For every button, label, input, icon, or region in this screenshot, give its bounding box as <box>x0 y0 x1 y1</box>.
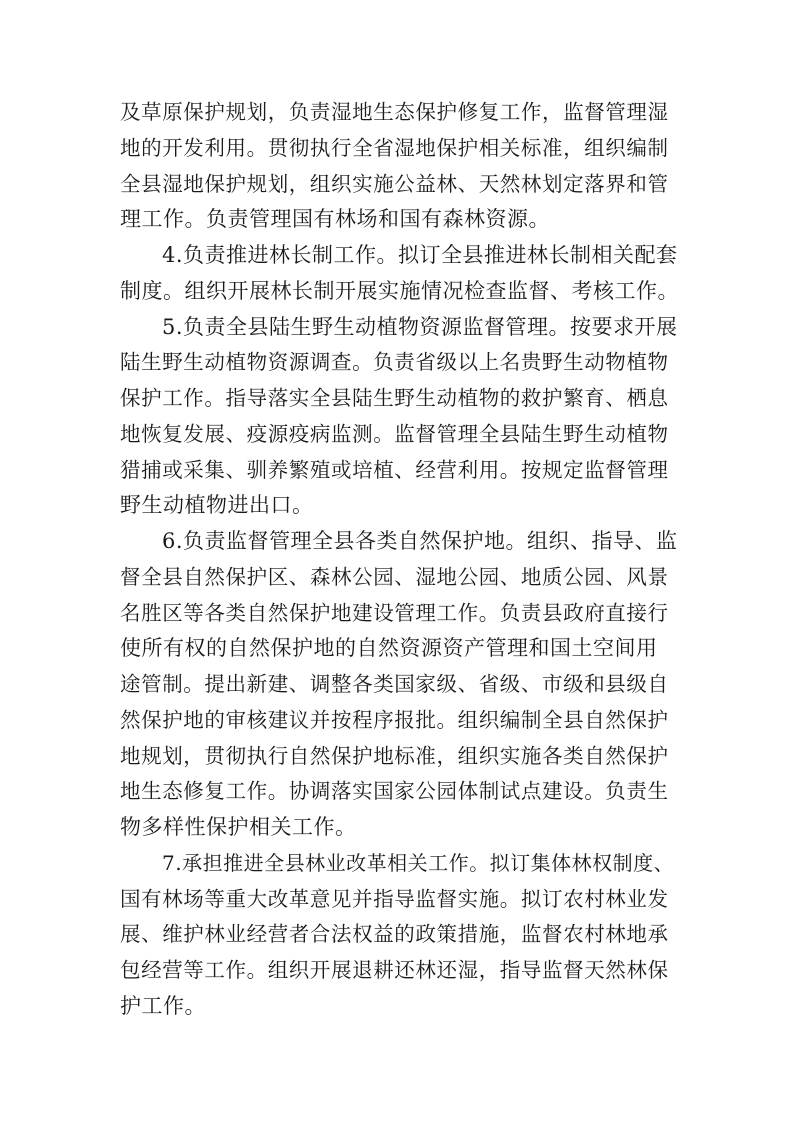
text-line: 使所有权的自然保护地的自然资源资产管理和国土空间用 <box>120 636 658 660</box>
text-line: 护工作。 <box>120 994 206 1018</box>
text-line: 4.负责推进林长制工作。拟订全县推进林长制相关配套 <box>162 243 678 267</box>
text-line: 5.负责全县陆生野生动植物资源监督管理。按要求开展 <box>162 315 678 339</box>
text-line: 6.负责监督管理全县各类自然保护地。组织、指导、监 <box>162 529 678 553</box>
text-line: 保护工作。指导落实全县陆生野生动植物的救护繁育、栖息 <box>120 386 669 410</box>
text-line: 途管制。提出新建、调整各类国家级、省级、市级和县级自 <box>120 672 669 696</box>
text-line: 物多样性保护相关工作。 <box>120 815 357 839</box>
text-line: 名胜区等各类自然保护地建设管理工作。负责县政府直接行 <box>120 601 669 625</box>
text-line: 猎捕或采集、驯养繁殖或培植、经营利用。按规定监督管理 <box>120 458 669 482</box>
text-line: 包经营等工作。组织开展退耕还林还湿，指导监督天然林保 <box>120 958 669 982</box>
text-line: 全县湿地保护规划，组织实施公益林、天然林划定落界和管 <box>120 172 669 196</box>
text-line: 陆生野生动植物资源调查。负责省级以上名贵野生动物植物 <box>120 350 669 374</box>
text-line: 7.承担推进全县林业改革相关工作。拟订集体林权制度、 <box>162 851 675 875</box>
text-line: 国有林场等重大改革意见并指导监督实施。拟订农村林业发 <box>120 887 669 911</box>
text-line: 地的开发利用。贯彻执行全省湿地保护相关标准，组织编制 <box>120 136 669 160</box>
text-line: 野生动植物进出口。 <box>120 493 314 517</box>
text-line: 制度。组织开展林长制开展实施情况检查监督、考核工作。 <box>120 279 679 303</box>
text-line: 然保护地的审核建议并按程序报批。组织编制全县自然保护 <box>120 708 669 732</box>
text-line: 展、维护林业经营者合法权益的政策措施，监督农村林地承 <box>120 922 669 946</box>
text-line: 督全县自然保护区、森林公园、湿地公园、地质公园、风景 <box>120 565 669 589</box>
text-line: 地规划，贯彻执行自然保护地标准，组织实施各类自然保护 <box>120 744 669 768</box>
text-line: 地恢复发展、疫源疫病监测。监督管理全县陆生野生动植物 <box>120 422 669 446</box>
text-line: 理工作。负责管理国有林场和国有森林资源。 <box>120 207 550 231</box>
text-line: 地生态修复工作。协调落实国家公园体制试点建设。负责生 <box>120 779 669 803</box>
text-line: 及草原保护规划，负责湿地生态保护修复工作，监督管理湿 <box>120 100 669 124</box>
